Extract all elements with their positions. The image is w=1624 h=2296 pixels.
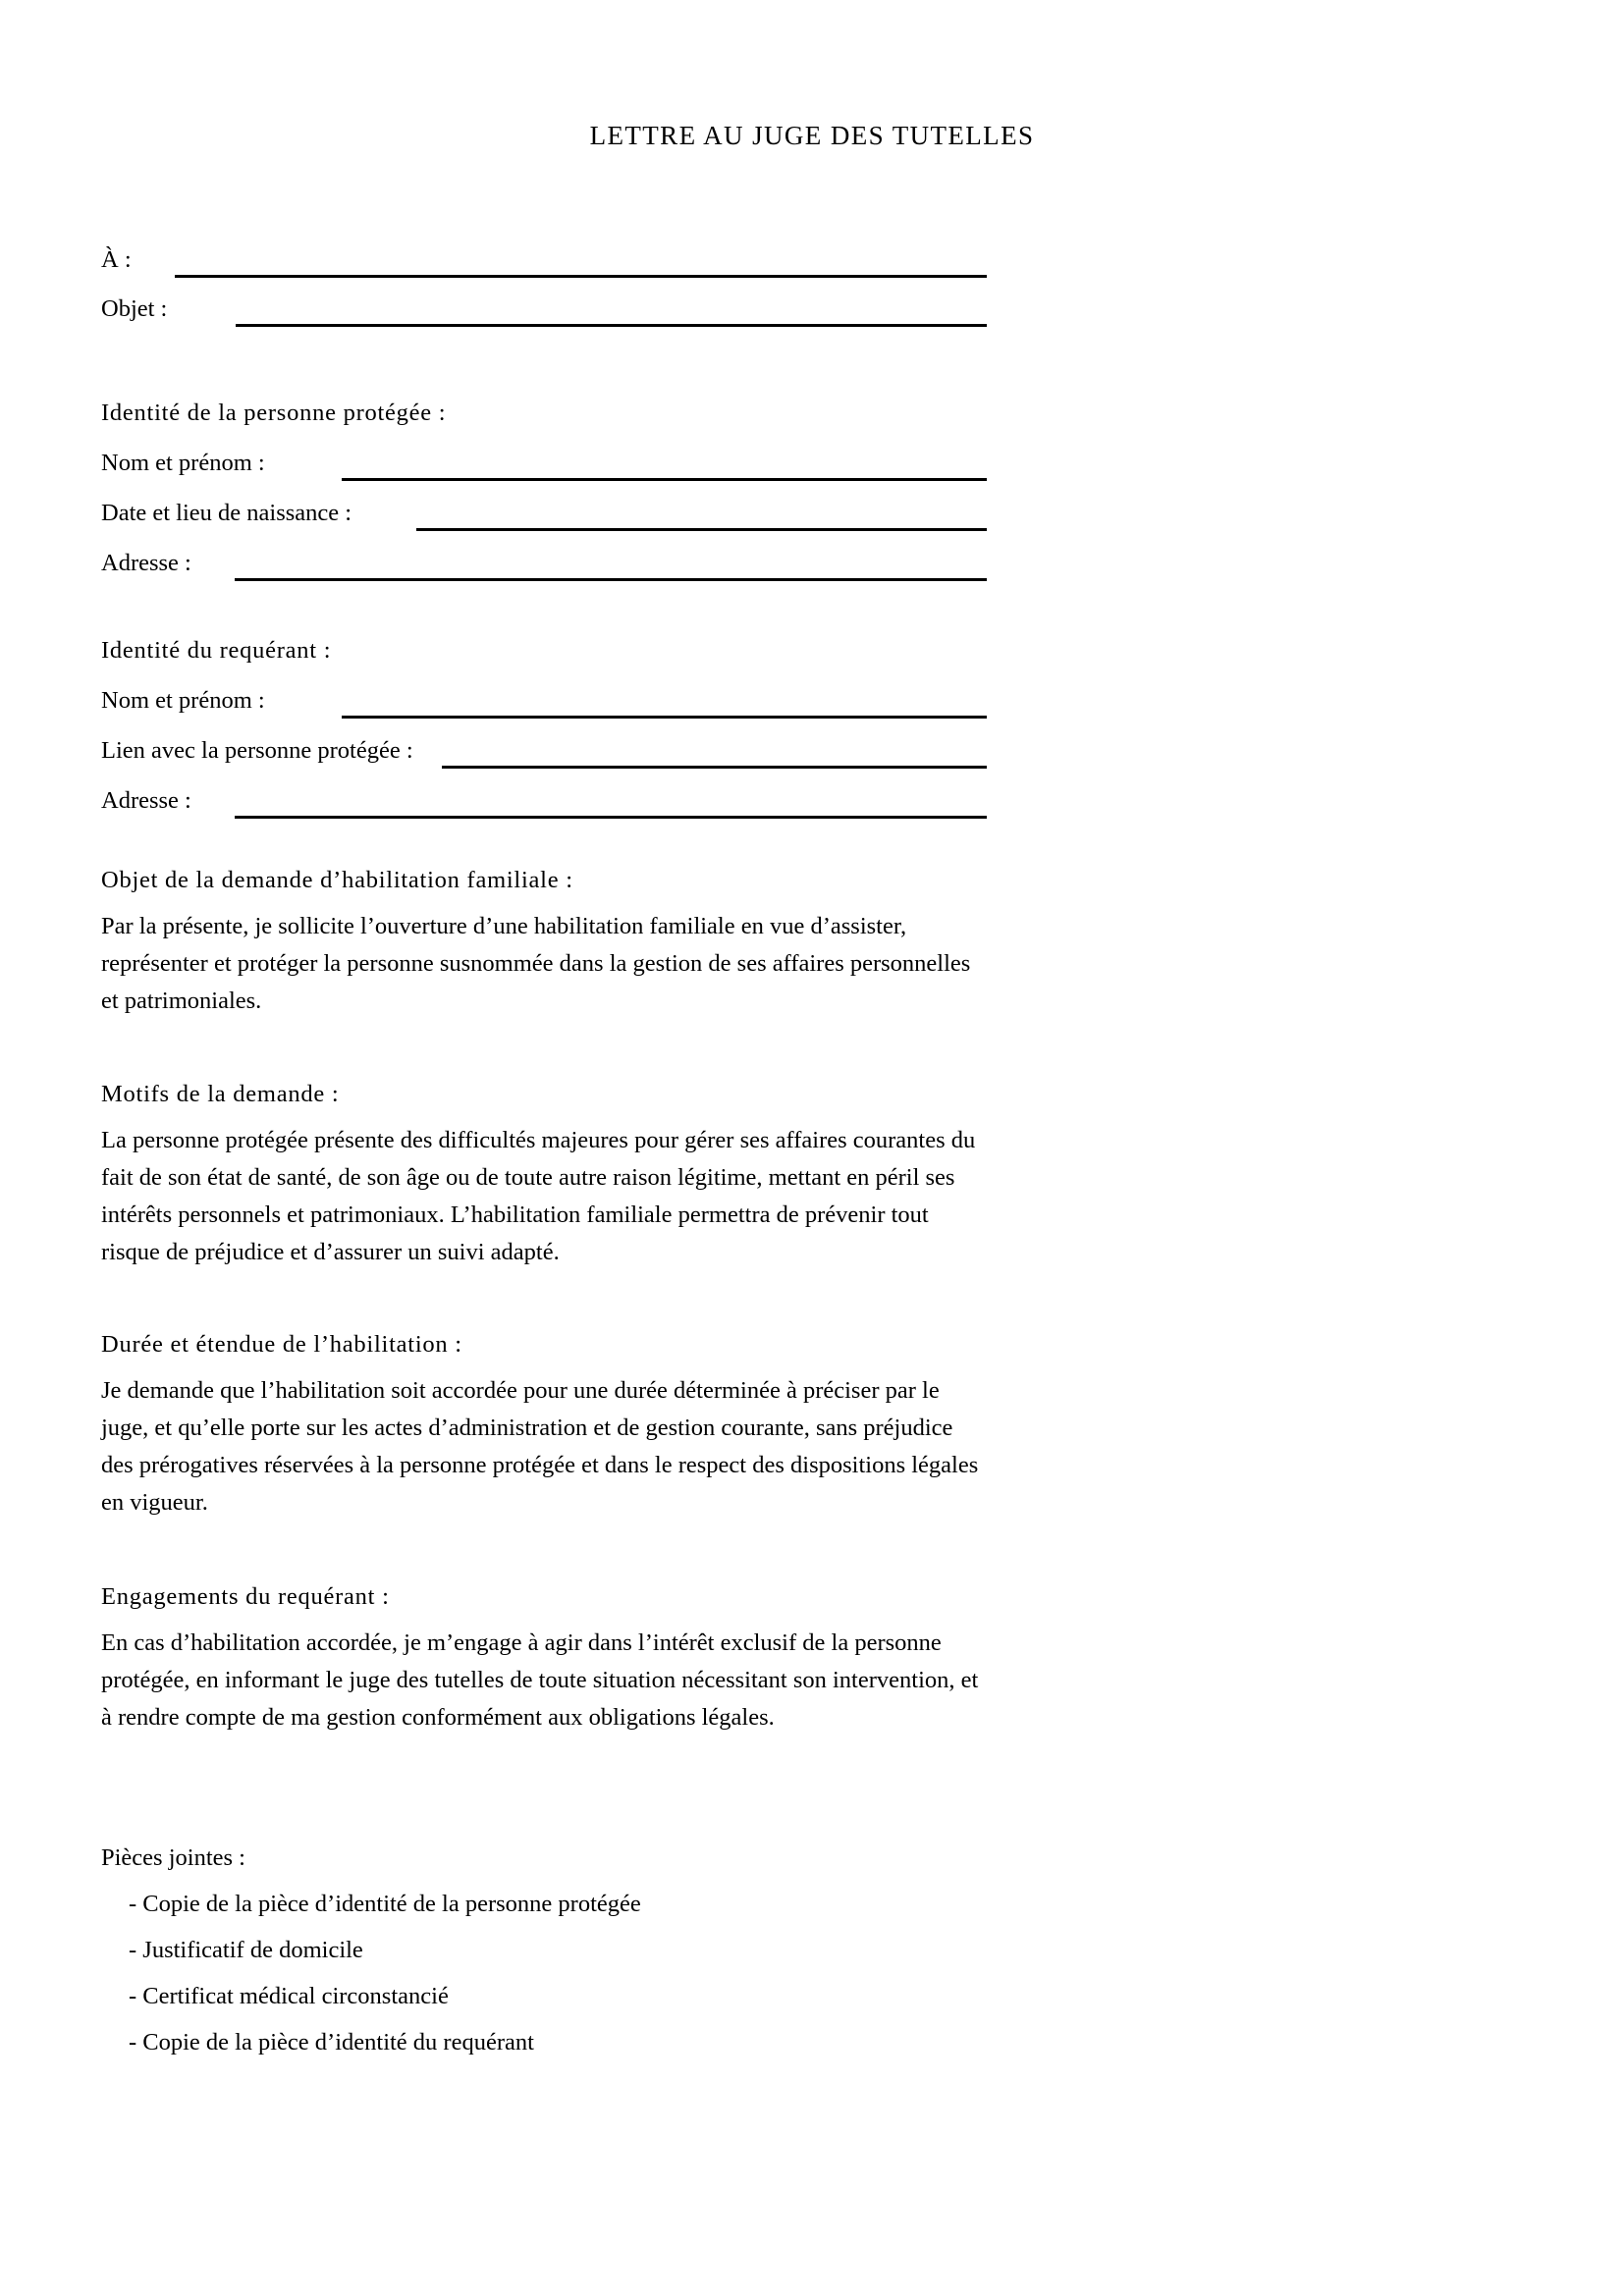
section-body-duree-etendue [101, 1372, 987, 1522]
field-label-applicant-nom-prenom: Nom et prénom : [101, 687, 265, 714]
section-heading-engagements: Engagements du requérant : [101, 1583, 390, 1610]
paragraph-text: En cas d’habilitation accordée, je m’engage à agir dans l’intérêt exclusif de la personne protégée, en informant le juge des tutelles de toute situation nécessitant son intervention, et à rendre compte de ma gestion conformément aux obligations légales. [101, 1629, 979, 1731]
section-heading-applicant: Identité du requérant : [101, 637, 332, 664]
page-title: LETTRE AU JUGE DES TUTELLES [589, 121, 1035, 150]
field-label-applicant-adresse: Adresse : [101, 787, 191, 814]
field-label-protected-adresse: Adresse : [101, 550, 191, 576]
section-body-motifs [101, 1122, 987, 1271]
field-label-protected-naissance: Date et lieu de naissance : [101, 500, 352, 526]
field-label-applicant-lien: Lien avec la personne protégée : [101, 737, 413, 764]
list-item: - Copie de la pièce d’identité du requérant [129, 2029, 534, 2056]
paragraph-text: Par la présente, je sollicite l’ouverture d’une habilitation familiale en vue d’assister, représenter et protéger la personne susnommée dans la gestion de ses affaires personnelles et patrimoniales. [101, 913, 971, 1014]
list-item: - Justificatif de domicile [129, 1937, 363, 1963]
field-label-destinataire: À : [101, 246, 132, 273]
field-rule-protected-nom-prenom[interactable] [342, 478, 987, 481]
field-rule-destinataire[interactable] [175, 275, 987, 278]
list-item: - Certificat médical circonstancié [129, 1983, 449, 2009]
field-rule-protected-adresse[interactable] [235, 578, 987, 581]
section-body-engagements [101, 1625, 987, 1736]
field-rule-applicant-nom-prenom[interactable] [342, 716, 987, 719]
field-label-protected-nom-prenom: Nom et prénom : [101, 450, 265, 476]
field-rule-applicant-lien[interactable] [442, 766, 987, 769]
section-heading-objet-demande: Objet de la demande d’habilitation familiale : [101, 867, 573, 893]
list-item: - Copie de la pièce d’identité de la personne protégée [129, 1891, 641, 1917]
section-heading-attachments: Pièces jointes : [101, 1844, 245, 1871]
field-rule-protected-naissance[interactable] [416, 528, 987, 531]
field-rule-applicant-adresse[interactable] [235, 816, 987, 819]
section-body-objet-demande [101, 908, 987, 1020]
paragraph-text: La personne protégée présente des difficultés majeures pour gérer ses affaires courantes du fait de son état de santé, de son âge ou de toute autre raison légitime, mettant en péril ses intérêts personnels et patrimoniaux. L’habilitation familiale permettra de prévenir tout risque de préjudice et d’assurer un suivi adapté. [101, 1127, 976, 1265]
section-heading-protected-person: Identité de la personne protégée : [101, 400, 447, 426]
field-label-objet: Objet : [101, 295, 168, 322]
paragraph-text: Je demande que l’habilitation soit accordée pour une durée déterminée à préciser par le juge, et qu’elle porte sur les actes d’administration et de gestion courante, sans préjudice des prérogatives réservées à la personne protégée et dans le respect des dispositions légales en vigueur. [101, 1377, 979, 1516]
section-heading-duree-etendue: Durée et étendue de l’habilitation : [101, 1331, 462, 1358]
field-rule-objet[interactable] [236, 324, 987, 327]
section-heading-motifs: Motifs de la demande : [101, 1081, 340, 1107]
